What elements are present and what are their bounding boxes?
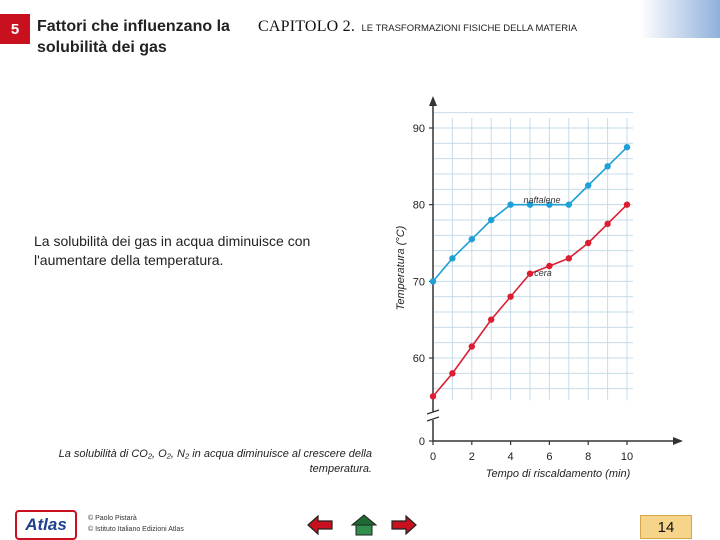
- data-point-cera: [604, 221, 610, 227]
- data-point-cera: [469, 343, 475, 349]
- y-tick-label: 70: [412, 276, 425, 289]
- data-point-naftalene: [624, 144, 630, 150]
- x-tick-label: 4: [507, 451, 514, 463]
- chapter-label: CAPITOLO 2.: [258, 18, 356, 35]
- data-point-cera: [624, 201, 630, 207]
- back-button[interactable]: [306, 513, 334, 537]
- data-point-cera: [430, 393, 436, 399]
- logo-text: Atlas: [25, 515, 67, 534]
- data-point-cera: [566, 255, 572, 261]
- data-point-naftalene: [604, 163, 610, 169]
- credits: [88, 513, 184, 535]
- x-tick-label: 0: [429, 451, 437, 463]
- data-point-naftalene: [566, 201, 572, 207]
- x-axis-label: Tempo di riscaldamento (min): [485, 468, 631, 480]
- data-point-naftalene: [585, 182, 591, 188]
- section-number-badge: 5: [0, 14, 30, 44]
- data-point-cera: [488, 316, 494, 322]
- page-title: Fattori che influenzano la solubilità dei gas: [37, 18, 230, 56]
- page-number: 14: [640, 515, 692, 539]
- forward-button[interactable]: [390, 513, 418, 537]
- series-label-naftalene: naftalene: [523, 195, 561, 205]
- x-tick-label: 10: [620, 451, 634, 463]
- x-axis-arrow: [673, 437, 683, 445]
- data-point-naftalene: [507, 201, 513, 207]
- y-tick-label: 90: [412, 123, 425, 135]
- home-button[interactable]: [350, 513, 378, 537]
- data-point-cera: [585, 240, 591, 246]
- data-point-naftalene: [469, 236, 475, 242]
- data-point-naftalene: [430, 278, 436, 284]
- chapter-subtitle: LE TRASFORMAZIONI FISICHE DELLA MATERIA: [361, 23, 578, 34]
- data-point-naftalene: [488, 217, 494, 223]
- data-point-naftalene: [449, 255, 455, 261]
- y-tick-label: 60: [412, 353, 425, 365]
- y-axis-label: Temperatura (°C): [395, 225, 407, 311]
- data-point-cera: [507, 293, 513, 299]
- credit-author: © Paolo Pistarà: [88, 515, 137, 522]
- chart-grid: [433, 113, 633, 417]
- x-tick-label: 2: [468, 451, 475, 463]
- figure-caption: La solubilità di CO₂, O₂, N₂ in acqua diminuisce al crescere della temperatura.: [58, 448, 372, 475]
- body-text: La solubilità dei gas in acqua diminuisce con l'aumentare della temperatura.: [34, 233, 311, 268]
- data-point-cera: [449, 370, 455, 376]
- credit-publisher: © Istituto Italiano Edizioni Atlas: [88, 526, 184, 533]
- data-point-cera: [527, 270, 533, 276]
- y-axis-arrow: [429, 96, 437, 106]
- home-icon: [351, 514, 377, 536]
- back-arrow-icon: [307, 515, 333, 535]
- x-tick-label: 6: [546, 451, 553, 463]
- x-tick-label: 8: [585, 451, 592, 463]
- atlas-logo[interactable]: [15, 510, 77, 540]
- plot-area: [433, 120, 633, 417]
- series-label-cera: cera: [534, 268, 552, 278]
- y-tick-label: 0: [418, 436, 425, 448]
- y-tick-label: 80: [412, 199, 425, 212]
- forward-arrow-icon: [391, 515, 417, 535]
